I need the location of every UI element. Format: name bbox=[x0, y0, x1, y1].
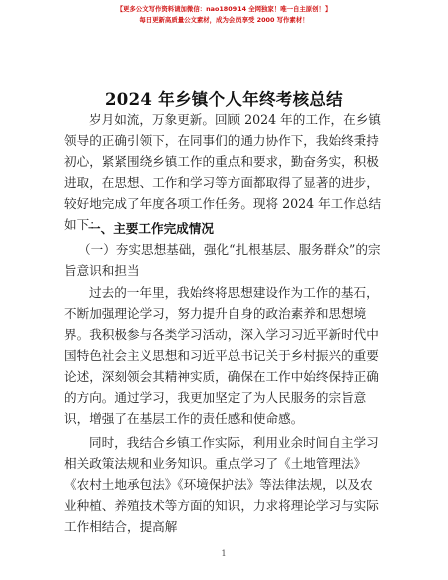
promo-banner-line-1: 【更多公文写作资料请加微信：nao180914 全网独家！唯一自主原创！】 bbox=[116, 5, 332, 13]
document-title: 2024 年乡镇个人年终考核总结 bbox=[105, 90, 343, 109]
study-paragraph: 同时，我结合乡镇工作实际，利用业余时间自主学习相关政策法规和业务知识。重点学习了《土地管理法》《农村土地承包法》《环境保护法》等法律法规，以及农业种植、养殖技术等方面的知识，力求将理论学习与实际工作相结合，提高解 bbox=[64, 435, 379, 534]
subsection-heading: （一）夯实思想基础，强化“扎根基层、服务群众”的宗旨意识和担当 bbox=[64, 242, 381, 278]
intro-paragraph: 岁月如流，万象更新。回顾 2024 年的工作，在乡镇领导的正确引领下，在同事们的通力协作下，我始终秉持初心，紧紧围绕乡镇工作的重点和要求，勤奋务实，积极进取，在思想、工作和学习等方面都取得了显著的进步，较好地完成了年度各项工作任务。现将 2024 年工作总结如下： bbox=[64, 112, 382, 232]
page-number: 1 bbox=[221, 549, 227, 558]
thought-paragraph: 过去的一年里，我始终将思想建设作为工作的基石，不断加强理论学习，努力提升自身的政治素养和思想境界。我积极参与各类学习活动，深入学习习近平新时代中国特色社会主义思想和习近平总书记关于乡村振兴的重要论述，深刻领会其精神实质，确保在工作中始终保持正确的方向。通过学习，我更加坚定了为人民服务的宗旨意识，增强了在基层工作的责任感和使命感。 bbox=[64, 285, 379, 426]
promo-banner-line-2: 每日更新高质量公文素材，成为会员享受 2000 写作素材！ bbox=[139, 16, 309, 24]
section-heading: 一、主要工作完成情况 bbox=[88, 221, 214, 236]
